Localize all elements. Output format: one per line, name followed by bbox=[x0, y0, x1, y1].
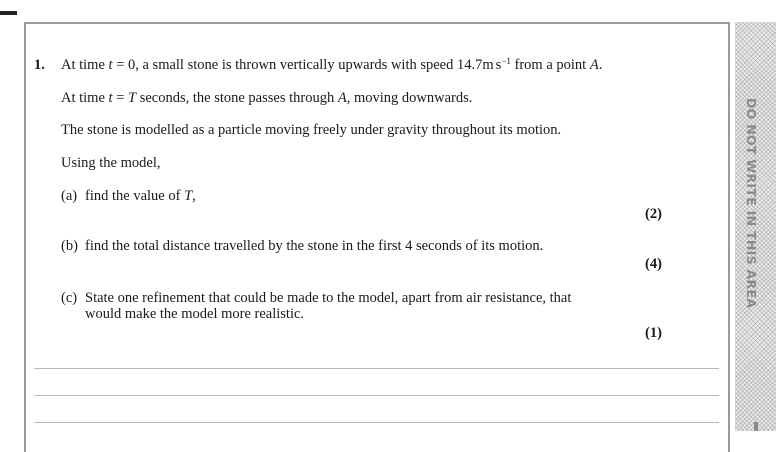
margin-tick-mark bbox=[754, 422, 758, 431]
part-a-text: find the value of T, bbox=[85, 188, 196, 204]
part-a-label: (a) bbox=[61, 188, 78, 204]
question-intro: At time t = 0, a small stone is thrown vertically upwards with speed 14.7m $s^{-1}$ from a point A. bbox=[61, 56, 603, 73]
answer-line[interactable] bbox=[34, 395, 719, 396]
part-b-marks: (4) bbox=[645, 256, 662, 272]
do-not-write-warning: DO NOT WRITE IN THIS AREA bbox=[744, 98, 759, 309]
model-assumption-text: The stone is modelled as a particle moving freely under gravity throughout its motion. bbox=[61, 122, 562, 138]
using-model-text: Using the model, bbox=[61, 155, 161, 171]
page-corner-mark bbox=[0, 11, 17, 15]
part-b-label: (b) bbox=[61, 238, 78, 254]
answer-line[interactable] bbox=[34, 422, 719, 423]
part-c-marks: (1) bbox=[645, 325, 662, 341]
part-c-label: (c) bbox=[61, 290, 78, 306]
part-a-marks: (2) bbox=[645, 206, 662, 222]
question-second-line: At time t = T seconds, the stone passes through A, moving downwards. bbox=[61, 90, 473, 106]
part-c-text-line2: would make the model more realistic. bbox=[85, 306, 305, 322]
question-frame bbox=[24, 22, 730, 452]
part-c-text-line1: State one refinement that could be made to the model, apart from air resistance, that bbox=[85, 290, 572, 306]
part-b-text: find the total distance travelled by the stone in the first 4 seconds of its motion. bbox=[85, 238, 544, 254]
question-number: 1. bbox=[34, 57, 45, 73]
answer-line[interactable] bbox=[34, 368, 719, 369]
